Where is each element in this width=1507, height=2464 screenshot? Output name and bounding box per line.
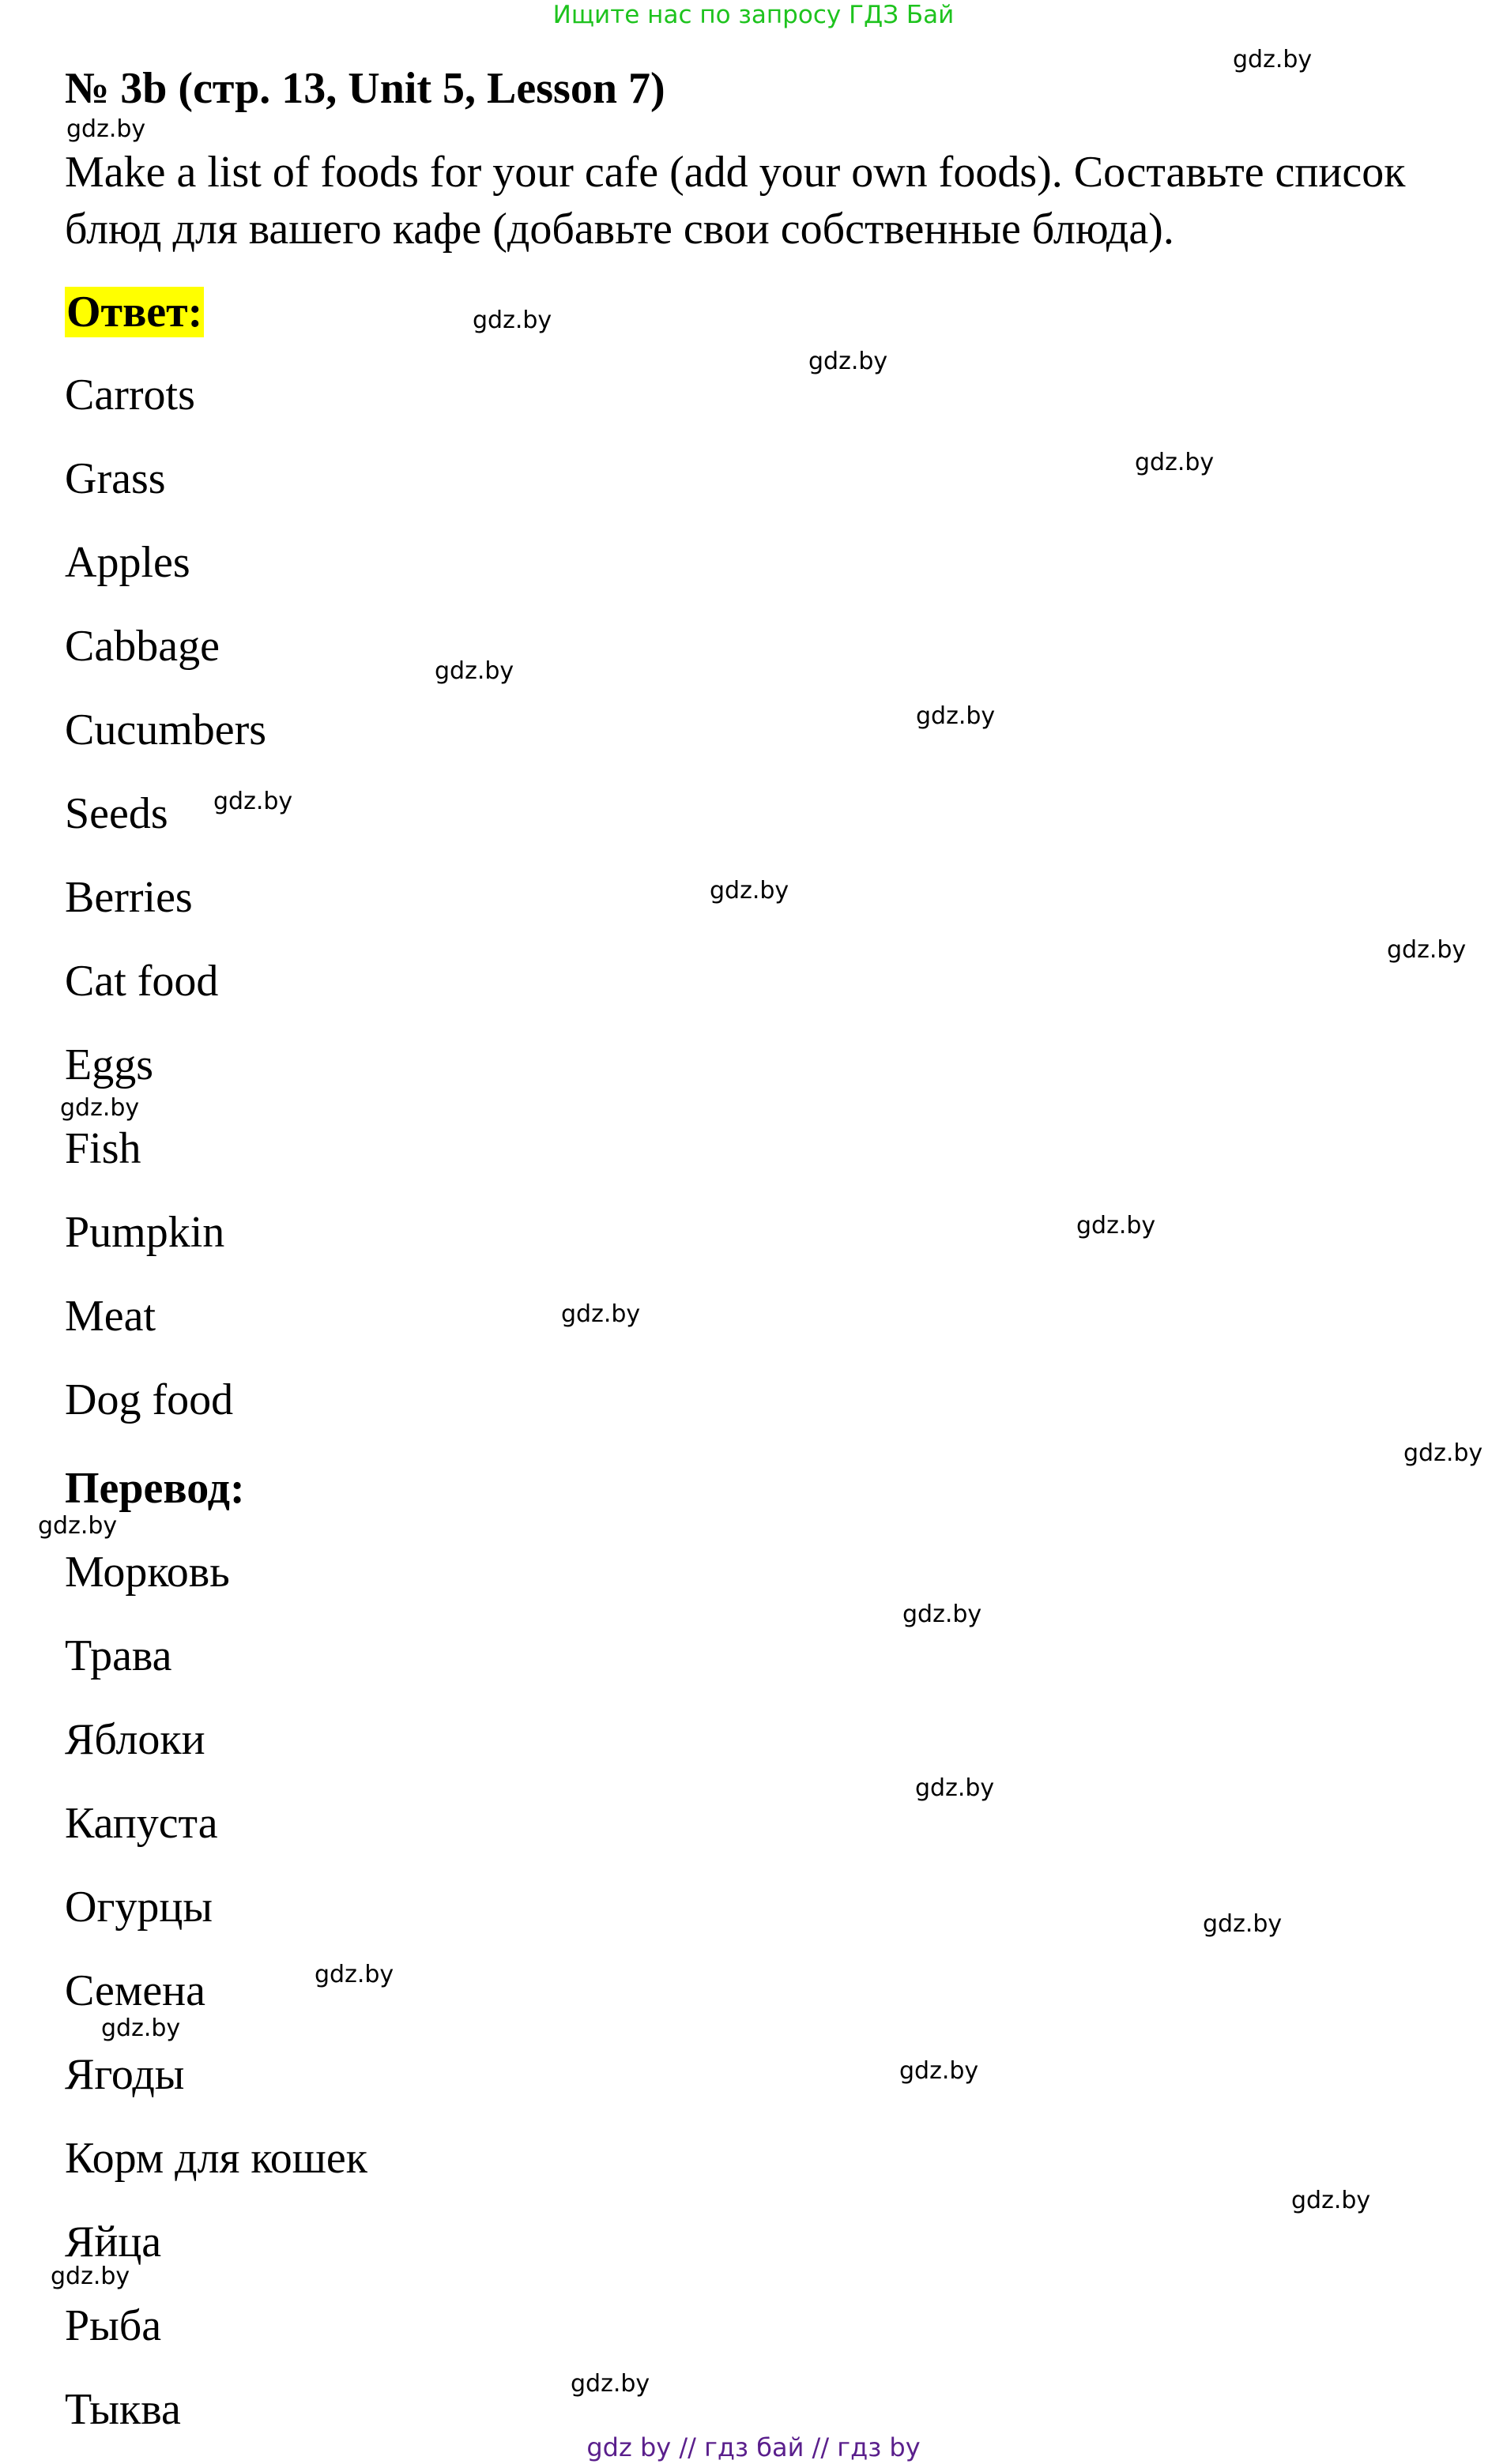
answer-item: Pumpkin — [65, 1208, 225, 1257]
watermark: gdz.by — [899, 2057, 979, 2085]
watermark: gdz.by — [571, 2370, 650, 2398]
watermark: gdz.by — [213, 788, 293, 815]
watermark: gdz.by — [38, 1512, 118, 1540]
watermark: gdz.by — [60, 1094, 140, 1122]
answer-item: Seeds — [65, 789, 168, 838]
watermark: gdz.by — [902, 1601, 982, 1628]
translation-item: Семена — [65, 1966, 206, 2015]
answer-item: Cat food — [65, 957, 219, 1006]
watermark: gdz.by — [916, 702, 996, 730]
watermark: gdz.by — [1076, 1212, 1156, 1240]
translation-item: Морковь — [65, 1548, 230, 1597]
answer-item: Eggs — [65, 1040, 153, 1089]
answer-item: Cabbage — [65, 622, 220, 671]
watermark: gdz.by — [561, 1300, 641, 1328]
translation-item: Рыба — [65, 2301, 162, 2350]
answer-item: Cucumbers — [65, 705, 267, 754]
answer-item: Berries — [65, 873, 193, 922]
task-title: № 3b (стр. 13, Unit 5, Lesson 7) — [65, 64, 665, 113]
translation-item: Яйца — [65, 2218, 162, 2267]
answer-item: Dog food — [65, 1375, 234, 1424]
answer-item: Carrots — [65, 371, 195, 419]
watermark: gdz.by — [51, 2263, 130, 2290]
watermark: gdz.by — [1135, 449, 1215, 476]
translation-item: Тыква — [65, 2385, 181, 2434]
answer-item: Grass — [65, 454, 166, 503]
translation-item: Ягоды — [65, 2050, 185, 2099]
translation-item: Трава — [65, 1631, 172, 1680]
watermark: gdz.by — [710, 877, 789, 905]
watermark: gdz.by — [1403, 1439, 1483, 1467]
translation-item: Огурцы — [65, 1883, 213, 1932]
watermark: gdz.by — [66, 115, 146, 143]
watermark: gdz.by — [808, 348, 888, 375]
translation-label: Перевод: — [65, 1464, 245, 1513]
watermark: gdz.by — [915, 1774, 995, 1802]
watermark: gdz.by — [101, 2014, 181, 2042]
task-prompt: Make a list of foods for your cafe (add your own foods). Составьте список блюд для вашего кафе (добавьте свои собственные блюда). — [65, 148, 1406, 254]
watermark: gdz.by — [1203, 1910, 1283, 1938]
translation-item: Яблоки — [65, 1715, 205, 1764]
answer-item: Fish — [65, 1124, 141, 1173]
top-search-link[interactable]: Ищите нас по запросу ГДЗ Бай — [552, 1, 955, 29]
translation-item: Корм для кошек — [65, 2134, 367, 2183]
answer-item: Apples — [65, 538, 190, 587]
footer-links[interactable]: gdz by // гдз бай // гдз by — [586, 2432, 921, 2462]
watermark: gdz.by — [1233, 46, 1313, 73]
watermark: gdz.by — [435, 657, 514, 685]
watermark: gdz.by — [1387, 936, 1467, 964]
answer-label: Ответ: — [66, 288, 203, 337]
watermark: gdz.by — [473, 307, 552, 334]
watermark: gdz.by — [315, 1961, 394, 1988]
watermark: gdz.by — [1291, 2187, 1371, 2214]
translation-item: Капуста — [65, 1799, 218, 1848]
answer-item: Meat — [65, 1292, 156, 1341]
